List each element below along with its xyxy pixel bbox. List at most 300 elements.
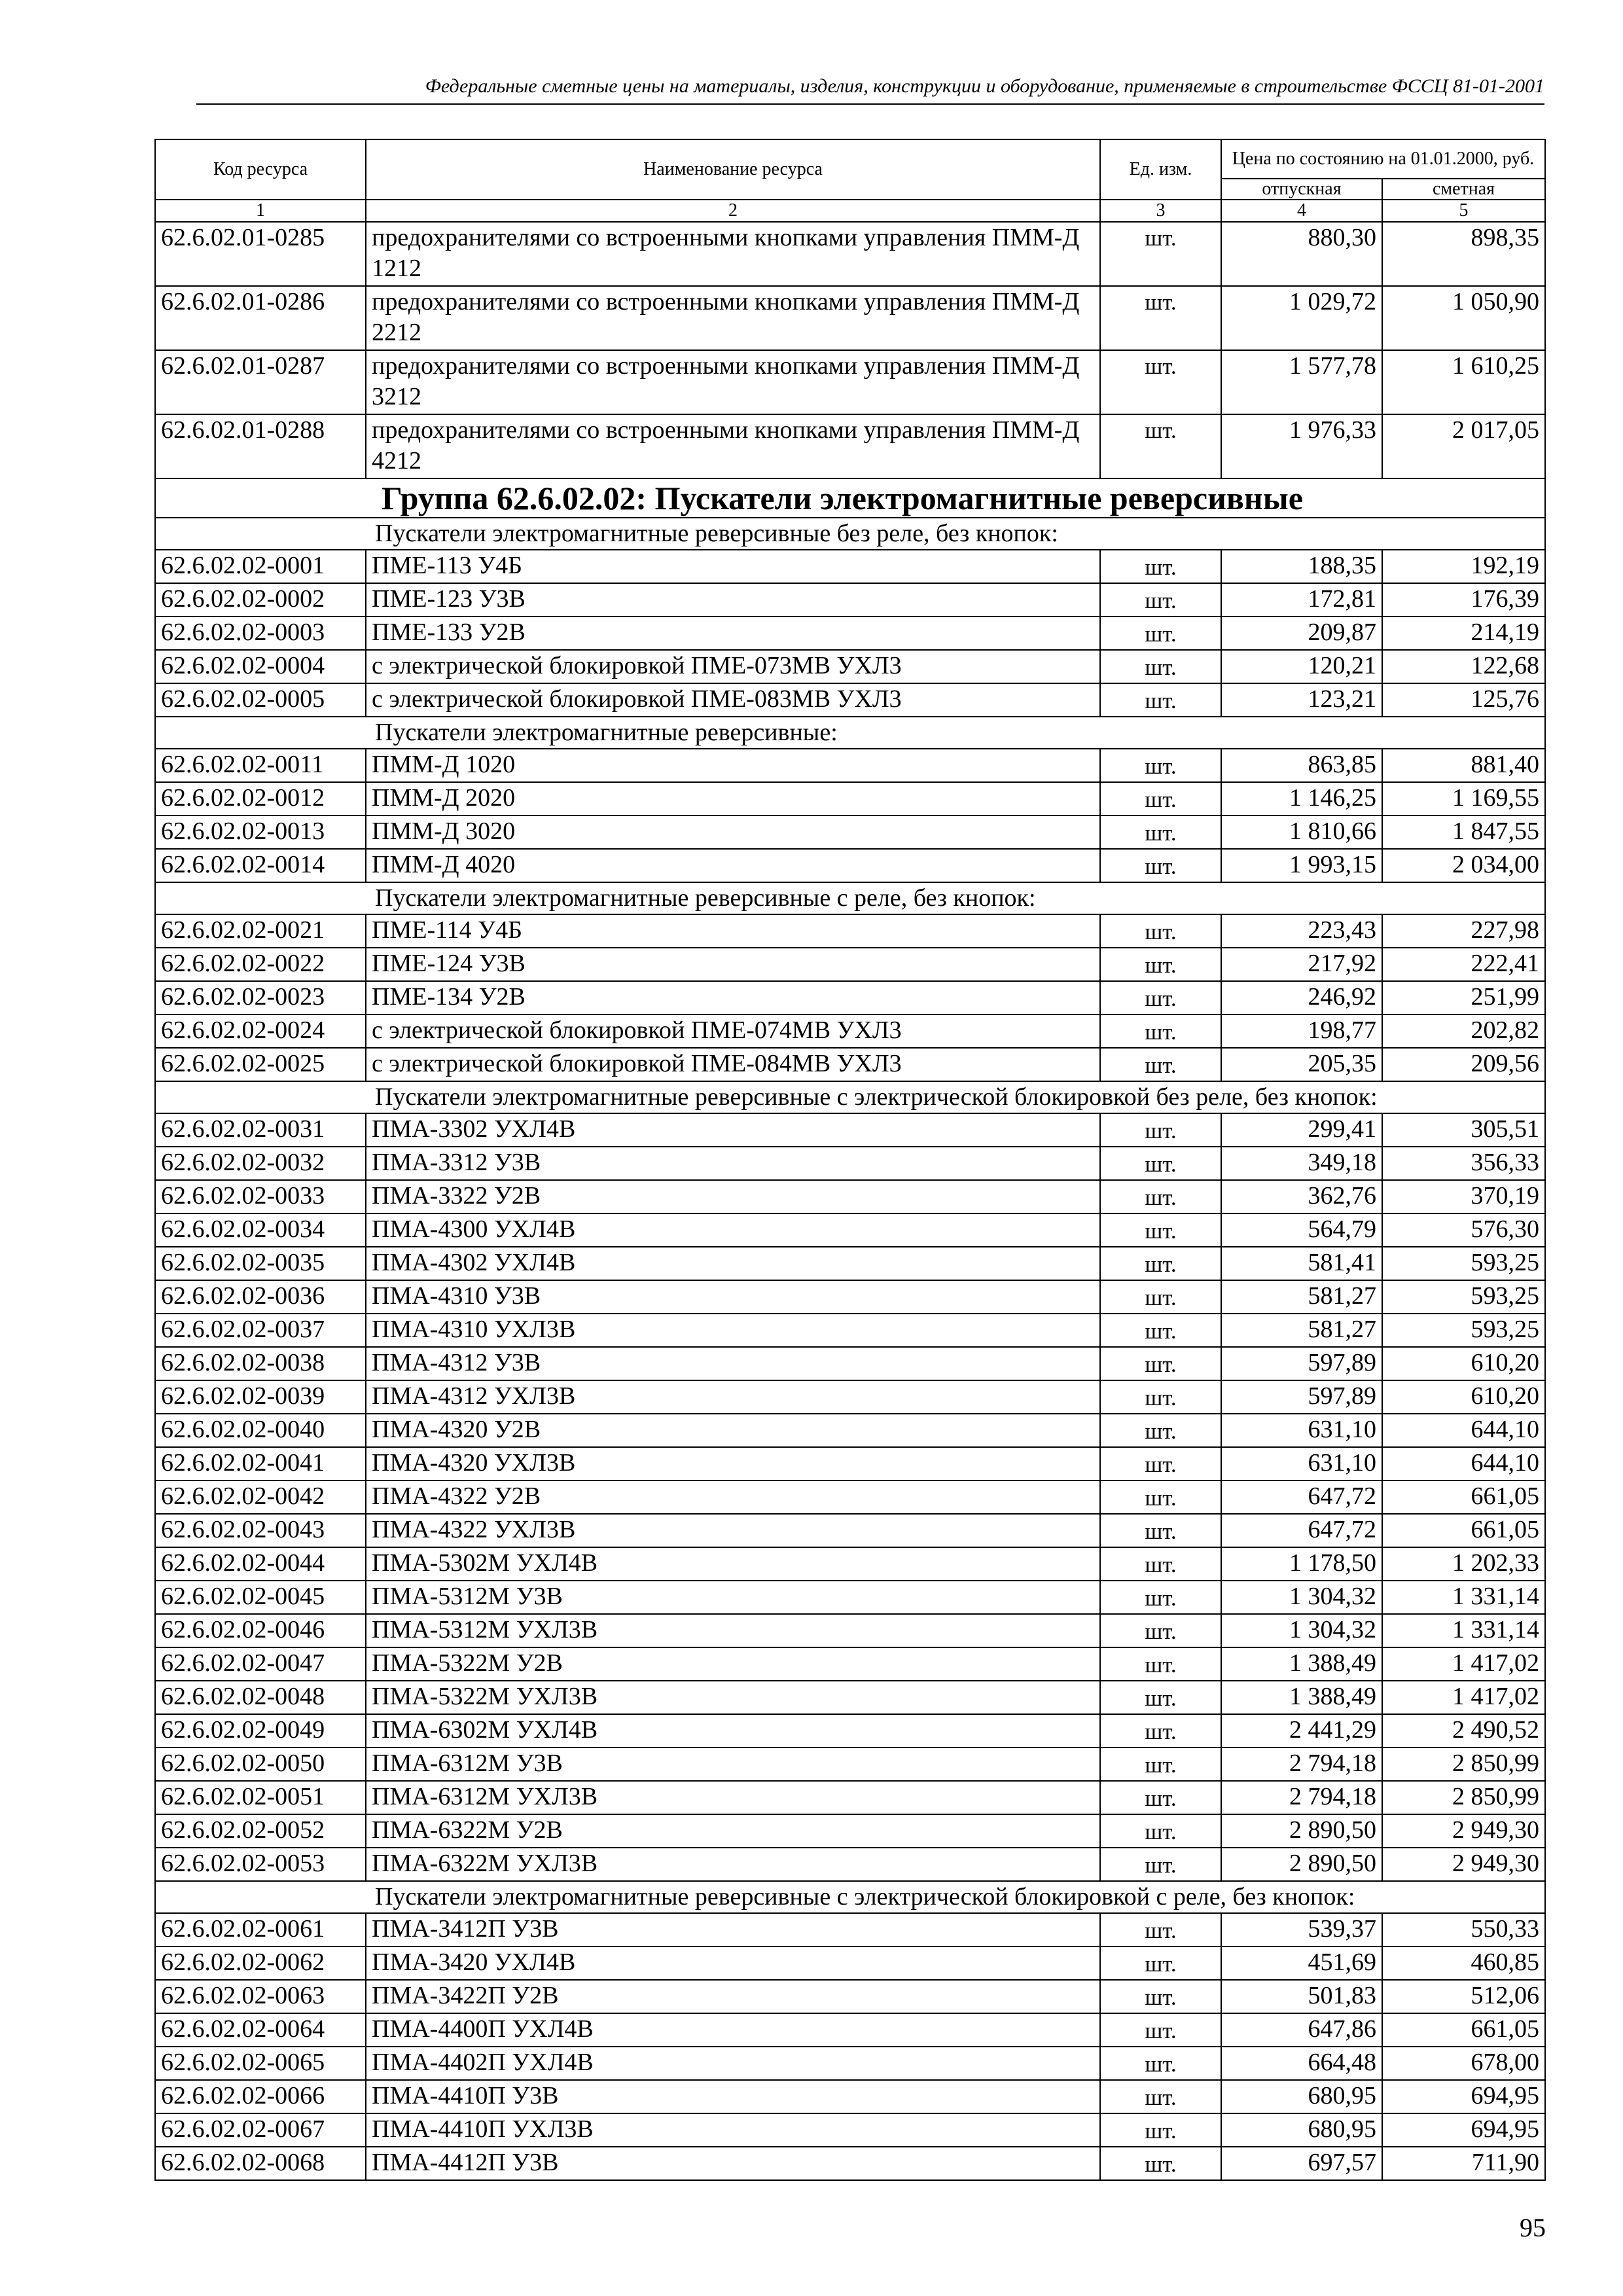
table-row bbox=[155, 650, 1545, 683]
estimate-price: 550,33 bbox=[1382, 1913, 1545, 1946]
section-title-row bbox=[155, 518, 1545, 550]
resource-code: 62.6.02.02-0038 bbox=[155, 1347, 366, 1380]
release-price: 581,27 bbox=[1221, 1280, 1382, 1314]
release-price: 581,41 bbox=[1221, 1247, 1382, 1280]
resource-code: 62.6.02.02-0001 bbox=[155, 550, 366, 583]
column-number: 2 bbox=[366, 200, 1100, 222]
resource-code: 62.6.02.02-0034 bbox=[155, 1213, 366, 1247]
unit: шт. bbox=[1100, 914, 1221, 948]
release-price: 539,37 bbox=[1221, 1913, 1382, 1946]
column-header-code: Код ресурса bbox=[155, 139, 366, 200]
resource-code: 62.6.02.02-0053 bbox=[155, 1848, 366, 1881]
section-title: Пускатели электромагнитные реверсивные с реле, без кнопок: bbox=[155, 882, 1545, 914]
table-row bbox=[155, 1748, 1545, 1781]
resource-name: с электрической блокировкой ПМЕ-084МВ УХЛ3 bbox=[366, 1048, 1100, 1081]
resource-code: 62.6.02.01-0285 bbox=[155, 222, 366, 286]
table-row bbox=[155, 1581, 1545, 1614]
unit: шт. bbox=[1100, 1848, 1221, 1881]
table-row bbox=[155, 1113, 1545, 1147]
release-price: 2 890,50 bbox=[1221, 1814, 1382, 1848]
table-row bbox=[155, 583, 1545, 617]
section-title: Пускатели электромагнитные реверсивные без реле, без кнопок: bbox=[155, 518, 1545, 550]
resource-code: 62.6.02.02-0022 bbox=[155, 948, 366, 981]
estimate-price: 192,19 bbox=[1382, 550, 1545, 583]
resource-code: 62.6.02.02-0067 bbox=[155, 2113, 366, 2147]
resource-code: 62.6.02.02-0062 bbox=[155, 1946, 366, 1980]
unit: шт. bbox=[1100, 749, 1221, 782]
table-row bbox=[155, 849, 1545, 882]
resource-name: ПМА-4310 УХЛ3В bbox=[366, 1314, 1100, 1347]
resource-code: 62.6.02.01-0286 bbox=[155, 286, 366, 350]
resource-code: 62.6.02.02-0035 bbox=[155, 1247, 366, 1280]
estimate-price: 1 331,14 bbox=[1382, 1581, 1545, 1614]
estimate-price: 1 050,90 bbox=[1382, 286, 1545, 350]
resource-code: 62.6.02.02-0044 bbox=[155, 1547, 366, 1581]
table-row bbox=[155, 1280, 1545, 1314]
estimate-price: 305,51 bbox=[1382, 1113, 1545, 1147]
resource-code: 62.6.02.02-0050 bbox=[155, 1748, 366, 1781]
resource-name: ПМА-6312М УХЛ3В bbox=[366, 1781, 1100, 1814]
unit: шт. bbox=[1100, 1748, 1221, 1781]
resource-code: 62.6.02.02-0013 bbox=[155, 816, 366, 849]
section-title-row bbox=[155, 717, 1545, 749]
resource-code: 62.6.02.02-0040 bbox=[155, 1414, 366, 1447]
resource-name: ПМА-4312 У3В bbox=[366, 1347, 1100, 1380]
resource-name: ПМА-6322М УХЛ3В bbox=[366, 1848, 1100, 1881]
column-header-price: Цена по состоянию на 01.01.2000, руб. bbox=[1221, 139, 1545, 179]
unit: шт. bbox=[1100, 1414, 1221, 1447]
resource-name: ПМА-4410П У3В bbox=[366, 2080, 1100, 2113]
release-price: 880,30 bbox=[1221, 222, 1382, 286]
estimate-price: 2 949,30 bbox=[1382, 1848, 1545, 1881]
group-title: Группа 62.6.02.02: Пускатели электромагнитные реверсивные bbox=[155, 478, 1545, 518]
estimate-price: 711,90 bbox=[1382, 2147, 1545, 2180]
resource-code: 62.6.02.02-0002 bbox=[155, 583, 366, 617]
resource-name: ПМА-4300 УХЛ4В bbox=[366, 1213, 1100, 1247]
resource-code: 62.6.02.02-0012 bbox=[155, 782, 366, 816]
estimate-price: 610,20 bbox=[1382, 1380, 1545, 1414]
release-price: 1 577,78 bbox=[1221, 350, 1382, 414]
release-price: 680,95 bbox=[1221, 2113, 1382, 2147]
estimate-price: 1 169,55 bbox=[1382, 782, 1545, 816]
estimate-price: 370,19 bbox=[1382, 1180, 1545, 1213]
release-price: 362,76 bbox=[1221, 1180, 1382, 1213]
resource-code: 62.6.02.01-0288 bbox=[155, 414, 366, 478]
estimate-price: 593,25 bbox=[1382, 1314, 1545, 1347]
resource-code: 62.6.02.02-0037 bbox=[155, 1314, 366, 1347]
table-row bbox=[155, 1547, 1545, 1581]
resource-name: с электрической блокировкой ПМЕ-083МВ УХЛ3 bbox=[366, 683, 1100, 717]
estimate-price: 512,06 bbox=[1382, 1980, 1545, 2013]
resource-name: ПМЕ-114 У4Б bbox=[366, 914, 1100, 948]
release-price: 863,85 bbox=[1221, 749, 1382, 782]
estimate-price: 678,00 bbox=[1382, 2047, 1545, 2080]
column-number: 3 bbox=[1100, 200, 1221, 222]
resource-code: 62.6.02.02-0003 bbox=[155, 617, 366, 650]
estimate-price: 576,30 bbox=[1382, 1213, 1545, 1247]
release-price: 120,21 bbox=[1221, 650, 1382, 683]
table-row bbox=[155, 1681, 1545, 1714]
price-table bbox=[154, 139, 1546, 2181]
table-row bbox=[155, 1314, 1545, 1347]
table-row bbox=[155, 914, 1545, 948]
table-row bbox=[155, 350, 1545, 414]
release-price: 198,77 bbox=[1221, 1014, 1382, 1048]
unit: шт. bbox=[1100, 2047, 1221, 2080]
table-row bbox=[155, 1913, 1545, 1946]
table-row bbox=[155, 286, 1545, 350]
release-price: 581,27 bbox=[1221, 1314, 1382, 1347]
unit: шт. bbox=[1100, 414, 1221, 478]
resource-name: с электрической блокировкой ПМЕ-074МВ УХЛ3 bbox=[366, 1014, 1100, 1048]
release-price: 631,10 bbox=[1221, 1414, 1382, 1447]
resource-code: 62.6.02.02-0033 bbox=[155, 1180, 366, 1213]
table-row bbox=[155, 2047, 1545, 2080]
resource-name: ПМА-4312 УХЛ3В bbox=[366, 1380, 1100, 1414]
resource-name: ПМА-4402П УХЛ4В bbox=[366, 2047, 1100, 2080]
resource-name: ПММ-Д 1020 bbox=[366, 749, 1100, 782]
resource-name: ПММ-Д 3020 bbox=[366, 816, 1100, 849]
resource-code: 62.6.02.02-0036 bbox=[155, 1280, 366, 1314]
resource-name: ПМА-3312 У3В bbox=[366, 1147, 1100, 1180]
column-number: 5 bbox=[1382, 200, 1545, 222]
table-row bbox=[155, 550, 1545, 583]
estimate-price: 593,25 bbox=[1382, 1247, 1545, 1280]
resource-name: ПМЕ-123 У3В bbox=[366, 583, 1100, 617]
estimate-price: 1 417,02 bbox=[1382, 1681, 1545, 1714]
resource-code: 62.6.02.02-0004 bbox=[155, 650, 366, 683]
resource-code: 62.6.02.02-0065 bbox=[155, 2047, 366, 2080]
resource-name: ПММ-Д 4020 bbox=[366, 849, 1100, 882]
column-header-release-price: отпускная bbox=[1221, 179, 1382, 200]
table-row bbox=[155, 948, 1545, 981]
section-title: Пускатели электромагнитные реверсивные с электрической блокировкой без реле, без кнопок: bbox=[155, 1081, 1545, 1113]
estimate-price: 222,41 bbox=[1382, 948, 1545, 981]
estimate-price: 251,99 bbox=[1382, 981, 1545, 1014]
estimate-price: 2 490,52 bbox=[1382, 1714, 1545, 1748]
estimate-price: 881,40 bbox=[1382, 749, 1545, 782]
resource-name: ПМА-3422П У2В bbox=[366, 1980, 1100, 2013]
unit: шт. bbox=[1100, 617, 1221, 650]
section-title: Пускатели электромагнитные реверсивные: bbox=[155, 717, 1545, 749]
estimate-price: 2 850,99 bbox=[1382, 1748, 1545, 1781]
estimate-price: 1 847,55 bbox=[1382, 816, 1545, 849]
unit: шт. bbox=[1100, 683, 1221, 717]
table-row bbox=[155, 1480, 1545, 1514]
column-header-estimate-price: сметная bbox=[1382, 179, 1545, 200]
release-price: 2 441,29 bbox=[1221, 1714, 1382, 1748]
release-price: 564,79 bbox=[1221, 1213, 1382, 1247]
resource-name: ПМА-5312М У3В bbox=[366, 1581, 1100, 1614]
estimate-price: 1 417,02 bbox=[1382, 1647, 1545, 1681]
unit: шт. bbox=[1100, 1447, 1221, 1480]
resource-name: ПМА-4322 УХЛ3В bbox=[366, 1514, 1100, 1547]
release-price: 647,72 bbox=[1221, 1480, 1382, 1514]
estimate-price: 202,82 bbox=[1382, 1014, 1545, 1048]
unit: шт. bbox=[1100, 1514, 1221, 1547]
section-title: Пускатели электромагнитные реверсивные с электрической блокировкой с реле, без кнопок: bbox=[155, 1881, 1545, 1913]
release-price: 647,86 bbox=[1221, 2013, 1382, 2047]
unit: шт. bbox=[1100, 1113, 1221, 1147]
table-row bbox=[155, 1014, 1545, 1048]
release-price: 209,87 bbox=[1221, 617, 1382, 650]
estimate-price: 644,10 bbox=[1382, 1414, 1545, 1447]
release-price: 123,21 bbox=[1221, 683, 1382, 717]
resource-name: ПМА-6322М У2В bbox=[366, 1814, 1100, 1848]
resource-code: 62.6.02.02-0048 bbox=[155, 1681, 366, 1714]
estimate-price: 694,95 bbox=[1382, 2080, 1545, 2113]
estimate-price: 694,95 bbox=[1382, 2113, 1545, 2147]
table-row bbox=[155, 1213, 1545, 1247]
estimate-price: 2 017,05 bbox=[1382, 414, 1545, 478]
table-row bbox=[155, 749, 1545, 782]
table-row bbox=[155, 1347, 1545, 1380]
section-title-row bbox=[155, 1881, 1545, 1913]
resource-name: ПМА-5312М УХЛ3В bbox=[366, 1614, 1100, 1647]
resource-code: 62.6.02.02-0024 bbox=[155, 1014, 366, 1048]
estimate-price: 122,68 bbox=[1382, 650, 1545, 683]
release-price: 664,48 bbox=[1221, 2047, 1382, 2080]
estimate-price: 661,05 bbox=[1382, 1480, 1545, 1514]
column-header-name: Наименование ресурса bbox=[366, 139, 1100, 200]
release-price: 647,72 bbox=[1221, 1514, 1382, 1547]
resource-code: 62.6.02.02-0032 bbox=[155, 1147, 366, 1180]
unit: шт. bbox=[1100, 1180, 1221, 1213]
resource-name: ПМЕ-113 У4Б bbox=[366, 550, 1100, 583]
release-price: 349,18 bbox=[1221, 1147, 1382, 1180]
release-price: 188,35 bbox=[1221, 550, 1382, 583]
table-row bbox=[155, 2147, 1545, 2180]
table-row bbox=[155, 617, 1545, 650]
resource-name: ПМА-4302 УХЛ4В bbox=[366, 1247, 1100, 1280]
table-row bbox=[155, 2013, 1545, 2047]
table-row bbox=[155, 2080, 1545, 2113]
estimate-price: 2 850,99 bbox=[1382, 1781, 1545, 1814]
unit: шт. bbox=[1100, 1347, 1221, 1380]
resource-name: ПМА-4310 У3В bbox=[366, 1280, 1100, 1314]
release-price: 1 146,25 bbox=[1221, 782, 1382, 816]
unit: шт. bbox=[1100, 1980, 1221, 2013]
section-title-row bbox=[155, 882, 1545, 914]
unit: шт. bbox=[1100, 1014, 1221, 1048]
table-row bbox=[155, 782, 1545, 816]
release-price: 223,43 bbox=[1221, 914, 1382, 948]
release-price: 1 388,49 bbox=[1221, 1647, 1382, 1681]
table-row bbox=[155, 981, 1545, 1014]
estimate-price: 898,35 bbox=[1382, 222, 1545, 286]
unit: шт. bbox=[1100, 1314, 1221, 1347]
resource-code: 62.6.02.02-0041 bbox=[155, 1447, 366, 1480]
resource-code: 62.6.02.02-0046 bbox=[155, 1614, 366, 1647]
resource-name: ПМА-4322 У2В bbox=[366, 1480, 1100, 1514]
page-number: 95 bbox=[1520, 2213, 1546, 2242]
table-row bbox=[155, 1247, 1545, 1280]
unit: шт. bbox=[1100, 948, 1221, 981]
resource-name: ПМА-3302 УХЛ4В bbox=[366, 1113, 1100, 1147]
resource-name: ПМА-3412П У3В bbox=[366, 1913, 1100, 1946]
unit: шт. bbox=[1100, 816, 1221, 849]
release-price: 1 993,15 bbox=[1221, 849, 1382, 882]
release-price: 631,10 bbox=[1221, 1447, 1382, 1480]
resource-name: предохранителями со встроенными кнопками управления ПММ-Д 4212 bbox=[366, 414, 1100, 478]
release-price: 1 976,33 bbox=[1221, 414, 1382, 478]
estimate-price: 2 949,30 bbox=[1382, 1814, 1545, 1848]
estimate-price: 1 202,33 bbox=[1382, 1547, 1545, 1581]
unit: шт. bbox=[1100, 1480, 1221, 1514]
resource-name: ПМА-6312М У3В bbox=[366, 1748, 1100, 1781]
unit: шт. bbox=[1100, 650, 1221, 683]
release-price: 697,57 bbox=[1221, 2147, 1382, 2180]
release-price: 597,89 bbox=[1221, 1347, 1382, 1380]
unit: шт. bbox=[1100, 1247, 1221, 1280]
resource-name: ПМЕ-124 У3В bbox=[366, 948, 1100, 981]
release-price: 2 794,18 bbox=[1221, 1748, 1382, 1781]
table-row bbox=[155, 1980, 1545, 2013]
table-body bbox=[155, 222, 1545, 2180]
resource-name: ПМА-6302М УХЛ4В bbox=[366, 1714, 1100, 1748]
release-price: 2 794,18 bbox=[1221, 1781, 1382, 1814]
table-row bbox=[155, 1946, 1545, 1980]
release-price: 246,92 bbox=[1221, 981, 1382, 1014]
estimate-price: 661,05 bbox=[1382, 2013, 1545, 2047]
table-row bbox=[155, 1414, 1545, 1447]
unit: шт. bbox=[1100, 849, 1221, 882]
release-price: 1 304,32 bbox=[1221, 1614, 1382, 1647]
estimate-price: 661,05 bbox=[1382, 1514, 1545, 1547]
column-number: 4 bbox=[1221, 200, 1382, 222]
unit: шт. bbox=[1100, 1946, 1221, 1980]
table-row bbox=[155, 2113, 1545, 2147]
resource-code: 62.6.02.02-0011 bbox=[155, 749, 366, 782]
unit: шт. bbox=[1100, 1814, 1221, 1848]
unit: шт. bbox=[1100, 2113, 1221, 2147]
resource-code: 62.6.02.01-0287 bbox=[155, 350, 366, 414]
estimate-price: 214,19 bbox=[1382, 617, 1545, 650]
estimate-price: 209,56 bbox=[1382, 1048, 1545, 1081]
resource-code: 62.6.02.02-0043 bbox=[155, 1514, 366, 1547]
resource-code: 62.6.02.02-0051 bbox=[155, 1781, 366, 1814]
resource-name: ПМА-4320 УХЛ3В bbox=[366, 1447, 1100, 1480]
unit: шт. bbox=[1100, 583, 1221, 617]
table-row bbox=[155, 1781, 1545, 1814]
release-price: 172,81 bbox=[1221, 583, 1382, 617]
resource-name: ПМА-5322М У2В bbox=[366, 1647, 1100, 1681]
unit: шт. bbox=[1100, 1714, 1221, 1748]
resource-name: ПМА-5322М УХЛ3В bbox=[366, 1681, 1100, 1714]
resource-code: 62.6.02.02-0023 bbox=[155, 981, 366, 1014]
table-row bbox=[155, 1180, 1545, 1213]
header-divider bbox=[196, 103, 1544, 105]
release-price: 299,41 bbox=[1221, 1113, 1382, 1147]
resource-code: 62.6.02.02-0068 bbox=[155, 2147, 366, 2180]
release-price: 597,89 bbox=[1221, 1380, 1382, 1414]
resource-code: 62.6.02.02-0052 bbox=[155, 1814, 366, 1848]
table-row bbox=[155, 1514, 1545, 1547]
release-price: 1 810,66 bbox=[1221, 816, 1382, 849]
unit: шт. bbox=[1100, 550, 1221, 583]
resource-code: 62.6.02.02-0047 bbox=[155, 1647, 366, 1681]
table-row bbox=[155, 1814, 1545, 1848]
table-row bbox=[155, 222, 1545, 286]
table-row bbox=[155, 816, 1545, 849]
column-header-unit: Ед. изм. bbox=[1100, 139, 1221, 200]
table-row bbox=[155, 1380, 1545, 1414]
resource-name: с электрической блокировкой ПМЕ-073МВ УХЛ3 bbox=[366, 650, 1100, 683]
unit: шт. bbox=[1100, 1147, 1221, 1180]
release-price: 1 304,32 bbox=[1221, 1581, 1382, 1614]
release-price: 501,83 bbox=[1221, 1980, 1382, 2013]
running-header: Федеральные сметные цены на материалы, изделия, конструкции и оборудование, применяемые в строительстве ФССЦ 81-01-2001 bbox=[425, 75, 1544, 97]
unit: шт. bbox=[1100, 2080, 1221, 2113]
unit: шт. bbox=[1100, 286, 1221, 350]
resource-code: 62.6.02.02-0045 bbox=[155, 1581, 366, 1614]
release-price: 680,95 bbox=[1221, 2080, 1382, 2113]
unit: шт. bbox=[1100, 2147, 1221, 2180]
estimate-price: 1 610,25 bbox=[1382, 350, 1545, 414]
resource-code: 62.6.02.02-0049 bbox=[155, 1714, 366, 1748]
estimate-price: 460,85 bbox=[1382, 1946, 1545, 1980]
unit: шт. bbox=[1100, 1913, 1221, 1946]
resource-name: предохранителями со встроенными кнопками управления ПММ-Д 3212 bbox=[366, 350, 1100, 414]
resource-name: ПМА-5302М УХЛ4В bbox=[366, 1547, 1100, 1581]
table-row bbox=[155, 1614, 1545, 1647]
section-title-row bbox=[155, 1081, 1545, 1113]
resource-name: ПМА-3322 У2В bbox=[366, 1180, 1100, 1213]
resource-name: ПМА-4410П УХЛ3В bbox=[366, 2113, 1100, 2147]
resource-name: ПМА-4400П УХЛ4В bbox=[366, 2013, 1100, 2047]
resource-code: 62.6.02.02-0031 bbox=[155, 1113, 366, 1147]
release-price: 2 890,50 bbox=[1221, 1848, 1382, 1881]
release-price: 1 388,49 bbox=[1221, 1681, 1382, 1714]
release-price: 205,35 bbox=[1221, 1048, 1382, 1081]
resource-name: ПМЕ-134 У2В bbox=[366, 981, 1100, 1014]
unit: шт. bbox=[1100, 1581, 1221, 1614]
table-row bbox=[155, 1048, 1545, 1081]
estimate-price: 125,76 bbox=[1382, 683, 1545, 717]
release-price: 1 178,50 bbox=[1221, 1547, 1382, 1581]
resource-name: ПМА-4320 У2В bbox=[366, 1414, 1100, 1447]
estimate-price: 227,98 bbox=[1382, 914, 1545, 948]
unit: шт. bbox=[1100, 1781, 1221, 1814]
unit: шт. bbox=[1100, 1681, 1221, 1714]
column-number: 1 bbox=[155, 200, 366, 222]
unit: шт. bbox=[1100, 1547, 1221, 1581]
unit: шт. bbox=[1100, 981, 1221, 1014]
resource-name: предохранителями со встроенными кнопками управления ПММ-Д 2212 bbox=[366, 286, 1100, 350]
unit: шт. bbox=[1100, 1647, 1221, 1681]
resource-code: 62.6.02.02-0025 bbox=[155, 1048, 366, 1081]
resource-code: 62.6.02.02-0005 bbox=[155, 683, 366, 717]
resource-code: 62.6.02.02-0063 bbox=[155, 1980, 366, 2013]
estimate-price: 610,20 bbox=[1382, 1347, 1545, 1380]
unit: шт. bbox=[1100, 1380, 1221, 1414]
resource-code: 62.6.02.02-0039 bbox=[155, 1380, 366, 1414]
resource-name: ПМА-3420 УХЛ4В bbox=[366, 1946, 1100, 1980]
estimate-price: 593,25 bbox=[1382, 1280, 1545, 1314]
estimate-price: 2 034,00 bbox=[1382, 849, 1545, 882]
resource-code: 62.6.02.02-0014 bbox=[155, 849, 366, 882]
group-title-row bbox=[155, 478, 1545, 518]
estimate-price: 1 331,14 bbox=[1382, 1614, 1545, 1647]
table-row bbox=[155, 414, 1545, 478]
resource-code: 62.6.02.02-0061 bbox=[155, 1913, 366, 1946]
table-row bbox=[155, 1447, 1545, 1480]
resource-name: ПММ-Д 2020 bbox=[366, 782, 1100, 816]
table-row bbox=[155, 1147, 1545, 1180]
table-row bbox=[155, 1647, 1545, 1681]
unit: шт. bbox=[1100, 1048, 1221, 1081]
release-price: 451,69 bbox=[1221, 1946, 1382, 1980]
